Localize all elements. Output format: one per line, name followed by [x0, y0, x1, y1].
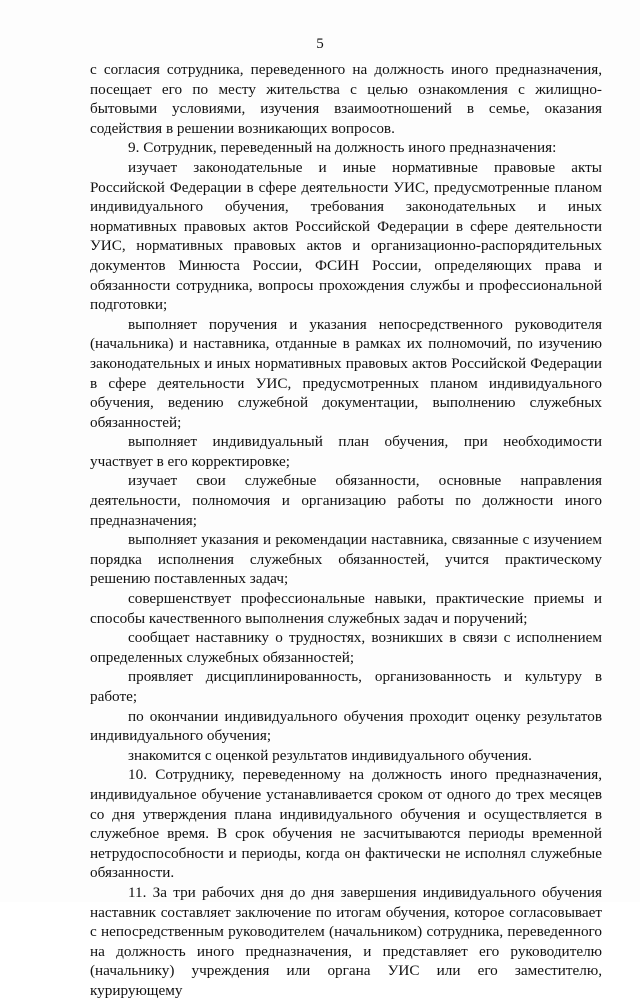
paragraph: знакомится с оценкой результатов индивидуального обучения.	[128, 746, 532, 764]
paragraph: по окончании индивидуального обучения проходит оценку результатов индивидуального обучения;	[90, 707, 602, 745]
paragraph: изучает законодательные и иные нормативные правовые акты Российской Федерации в сфере деятельности УИС, предусмотренные планом индивидуального обучения, требования законодательных и иных нормативных правовых актов Российской Федерации в сфере деятельности УИС, нормативных правовых актов и организационно-распорядительных документов Минюста России, ФСИН России, определяющих права и обязанности сотрудника, вопросы прохождения службы и профессиональной подготовки;	[90, 158, 602, 314]
paragraph: 11. За три рабочих дня до дня завершения индивидуального обучения наставник составляет заключение по итогам обучения, которое согласовывает с непосредственным руководителем (начальником) сотрудника, переведенного на должность иного предназначения, и представляет его руководителю (начальнику) учреждения или органа УИС или его заместителю, курирующему	[90, 883, 602, 999]
paragraph: проявляет дисциплинированность, организованность и культуру в работе;	[90, 668, 602, 705]
page-number: 5	[316, 36, 324, 52]
paragraph: изучает свои служебные обязанности, основные направления деятельности, полномочия и организацию работы по должности иного предназначения;	[90, 472, 602, 529]
document-body	[90, 60, 602, 1001]
paragraph: выполняет указания и рекомендации наставника, связанные с изучением порядка исполнения служебных обязанностей, учится практическому решению поставленных задач;	[90, 531, 602, 588]
paragraph: выполняет индивидуальный план обучения, при необходимости участвует в его корректировке;	[90, 433, 602, 470]
paragraph: сообщает наставнику о трудностях, возникших в связи с исполнением определенных служебных обязанностей;	[90, 629, 602, 666]
paragraph: 9. Сотрудник, переведенный на должность иного предназначения:	[128, 139, 557, 157]
paragraph: 10. Сотруднику, переведенному на должность иного предназначения, индивидуальное обучение устанавливается сроком от одного до трех месяцев со дня утверждения плана индивидуального обучения и осуществляется в служебное время. В срок обучения не засчитываются периоды временной нетрудоспособности и периоды, когда он фактически не исполнял служебные обязанности.	[90, 766, 602, 882]
paragraph: с согласия сотрудника, переведенного на должность иного предназначения, посещает его по месту жительства с целью ознакомления с жилищно-бытовыми условиями, изучения взаимоотношений в семье, оказания содействия в решении возникающих вопросов.	[90, 61, 602, 137]
paragraph: выполняет поручения и указания непосредственного руководителя (начальника) и наставника, отданные в рамках их полномочий, по изучению законодательных и иных нормативных правовых актов Российской Федерации в сфере деятельности УИС, предусмотренных планом индивидуального обучения, ведению служебной документации, выполнению служебных обязанностей;	[90, 315, 602, 431]
paragraph: совершенствует профессиональные навыки, практические приемы и способы качественного выполнения служебных задач и поручений;	[90, 590, 602, 627]
